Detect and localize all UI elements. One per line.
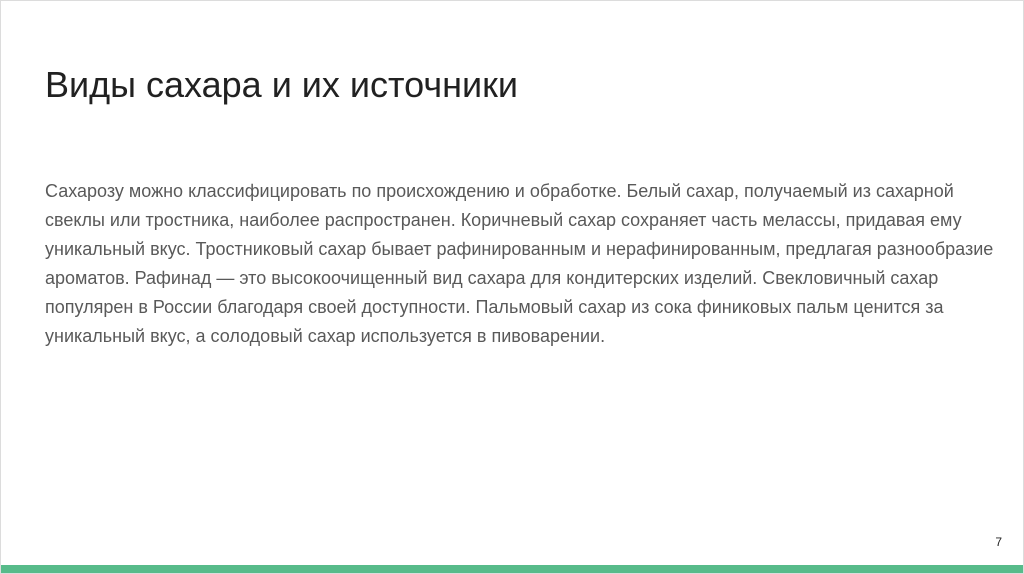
slide-title: Виды сахара и их источники [45,64,518,105]
accent-bottom-bar [1,565,1023,573]
slide-body-text: Сахарозу можно классифицировать по происхождению и обработке. Белый сахар, получаемый из сахарной свеклы или тростника, наиболее распространен. Коричневый сахар сохраняет часть мелассы, придавая ему уникальный вкус. Тростниковый сахар бывает рафинированным и нерафинированным, предлагая разнообразие ароматов. Рафинад — это высокоочищенный вид сахара для кондитерских изделий. Свекловичный сахар популярен в России благодаря своей доступности. Пальмовый сахар из сока финиковых пальм ценится за уникальный вкус, а солодовый сахар используется в пивоварении. [45,181,994,346]
page-number: 7 [995,535,1002,549]
